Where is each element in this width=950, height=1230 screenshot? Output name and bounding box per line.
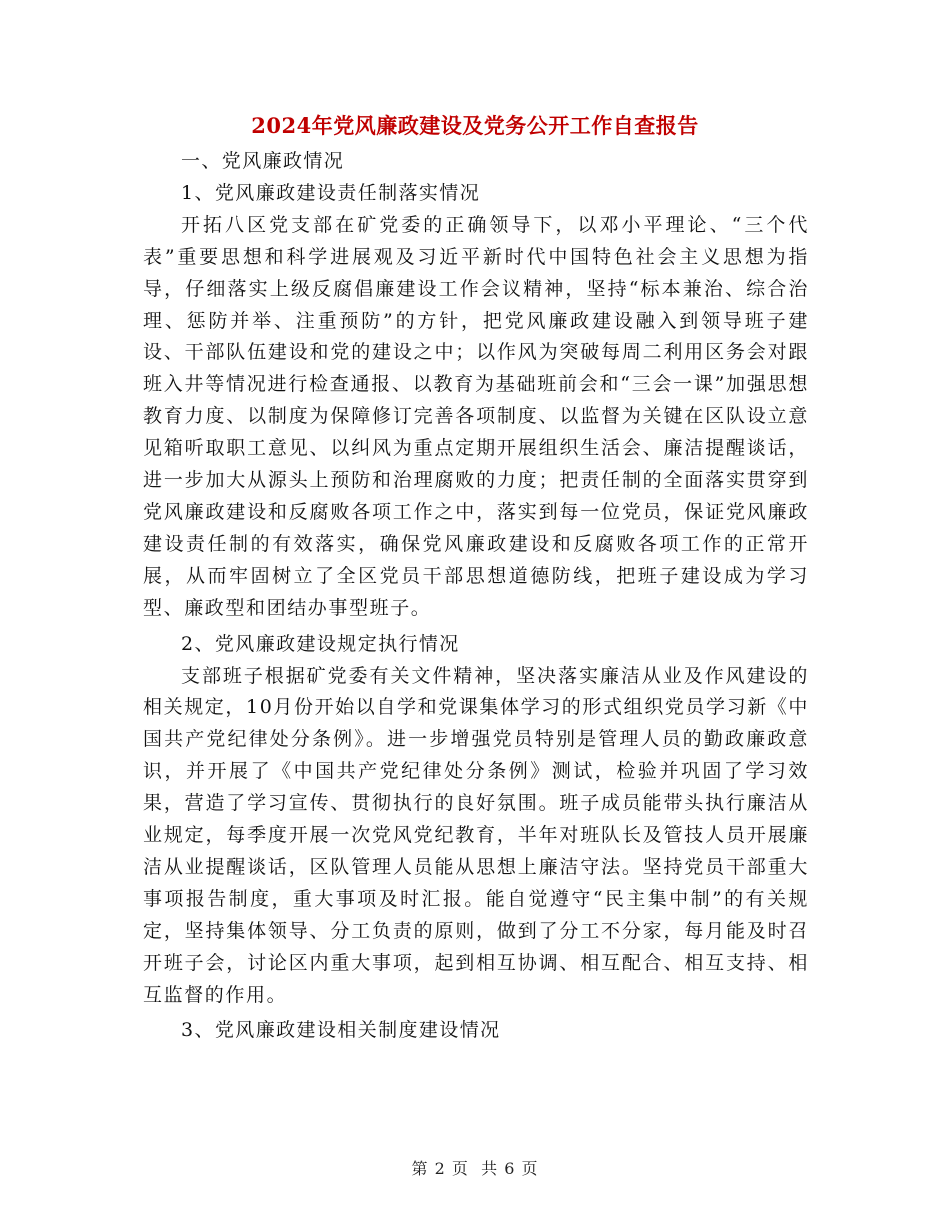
page-current-number: 2	[434, 1159, 446, 1178]
subsection-heading-2: 2、党风廉政建设规定执行情况	[181, 632, 460, 655]
section-heading-1: 一、党风廉政情况	[181, 150, 345, 172]
page-label-suffix: 页	[521, 1159, 539, 1178]
page-label-prefix: 第	[411, 1159, 429, 1178]
page-label-middle: 页 共	[451, 1159, 499, 1178]
paragraph-responsibility: 开拓八区党支部在矿党委的正确领导下，以邓小平理论、“三个代表”重要思想和科学进展观及习近平新时代中国特色社会主义思想为指导，仔细落实上级反腐倡廉建设工作会议精神，坚持“标本兼治、综合治理、惩防并举、注重预防”的方针，把党风廉政建设融入到领导班子建设、干部队伍建设和党的建设之中；以作风为突破每周二利用区务会对跟班入井等情况进行检查通报、以教育为基础班前会和“三会一课”加强思想教育力度、以制度为保障修订完善各项制度、以监督为关键在区队设立意见箱听取职工意见、以纠风为重点定期开展组织生活会、廉洁提醒谈话，进一步加大从源头上预防和治理腐败的力度；把责任制的全面落实贯穿到党风廉政建设和反腐败各项工作之中，落实到每一位党员，保证党风廉政建设责任制的有效落实，确保党风廉政建设和反腐败各项工作的正常开展，从而牢固树立了全区党员干部思想道德防线，把班子建设成为学习型、廉政型和团结办事型班子。	[143, 213, 809, 619]
page-footer	[0, 1156, 950, 1179]
paragraph-regulations: 支部班子根据矿党委有关文件精神，坚决落实廉洁从业及作风建设的相关规定，10月份开始以自学和党课集体学习的形式组织党员学习新《中国共产党纪律处分条例》。进一步增强党员特别是管理人员的勤政廉政意识，并开展了《中国共产党纪律处分条例》测试，检验并巩固了学习效果，营造了学习宣传、贯彻执行的良好氛围。班子成员能带头执行廉洁从业规定，每季度开展一次党风党纪教育，半年对班队长及管技人员开展廉洁从业提醒谈话，区队管理人员能从思想上廉洁守法。坚持党员干部重大事项报告制度，重大事项及时汇报。能自觉遵守“民主集中制”的有关规定，坚持集体领导、分工负责的原则，做到了分工不分家，每月能及时召开班子会，讨论区内重大事项，起到相互协调、相互配合、相互支持、相互监督的作用。	[143, 664, 809, 1006]
page-total-number: 6	[504, 1159, 516, 1178]
subsection-heading-1: 1、党风廉政建设责任制落实情况	[181, 181, 481, 204]
document-body	[143, 146, 809, 1047]
subsection-heading-3: 3、党风廉政建设相关制度建设情况	[181, 1019, 501, 1042]
document-title: 2024年党风廉政建设及党务公开工作自查报告	[251, 113, 699, 138]
